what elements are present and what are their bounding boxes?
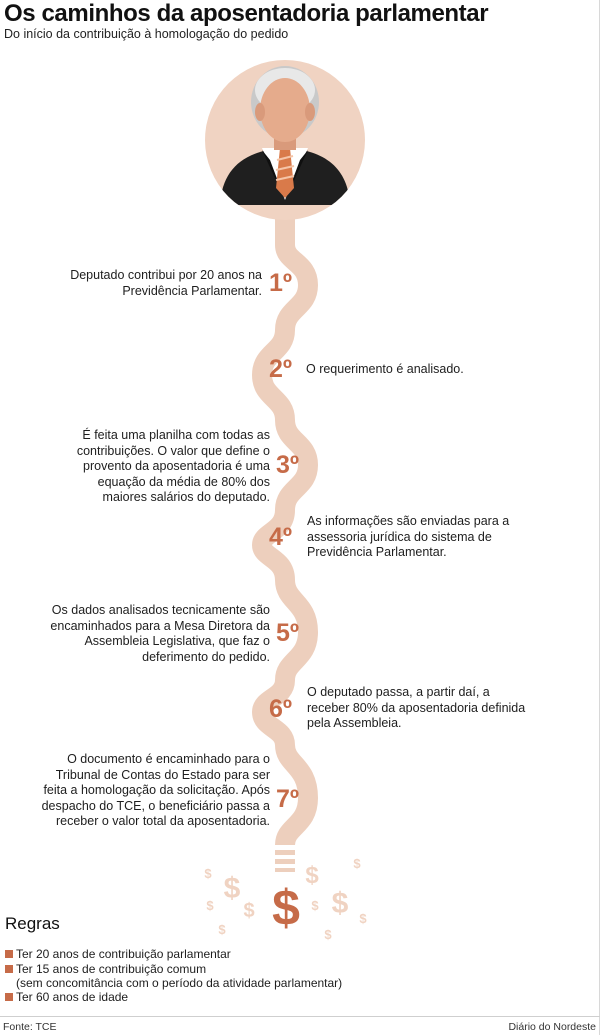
rule-item: [5, 947, 231, 961]
bullet-square-icon: [5, 993, 13, 1001]
svg-text:$: $: [206, 898, 214, 913]
rule-text: Ter 60 anos de idade: [16, 990, 129, 1004]
step-number-1: 1º: [269, 269, 293, 297]
step-text-4: As informações são enviadas para a assessoria jurídica do sistema de Previdência Parlamentar.: [307, 514, 510, 559]
svg-text:$: $: [324, 927, 332, 942]
svg-text:$: $: [243, 900, 255, 922]
source-credit: Fonte: TCE: [3, 1021, 57, 1033]
step-number-5: 5º: [276, 619, 300, 647]
step-text-5: Os dados analisados tecnicamente são encaminhados para a Mesa Diretora da Assembleia Legislativa, que faz o deferimento do pedido.: [50, 603, 270, 664]
page-subtitle: Do início da contribuição à homologação do pedido: [4, 27, 289, 41]
step-number-2: 2º: [269, 355, 293, 383]
rule-item: [5, 990, 128, 1004]
svg-text:$: $: [311, 898, 319, 913]
svg-text:$: $: [359, 911, 367, 926]
svg-text:$: $: [218, 922, 226, 937]
step-number-7: 7º: [276, 785, 300, 813]
bullet-square-icon: [5, 950, 13, 958]
svg-text:$: $: [353, 856, 361, 871]
rule-text: Ter 20 anos de contribuição parlamentar: [16, 947, 231, 961]
svg-text:$: $: [223, 872, 241, 905]
rule-item: [5, 962, 342, 990]
rule-note: (sem concomitância com o período da atividade parlamentar): [16, 976, 343, 990]
bullet-square-icon: [5, 965, 13, 973]
page-title: Os caminhos da aposentadoria parlamentar: [4, 0, 489, 27]
step-text-2: O requerimento é analisado.: [306, 362, 464, 376]
rule-text: Ter 15 anos de contribuição comum: [16, 962, 207, 976]
footer-divider: [0, 1016, 600, 1017]
publication-name: Diário do Nordeste: [508, 1021, 596, 1033]
svg-text:$: $: [305, 862, 319, 889]
step-text-3: É feita uma planilha com todas as contribuições. O valor que define o provento da aposentadoria é uma equação da média de 80% dos maiores salários do deputado.: [76, 428, 270, 504]
step-number-6: 6º: [269, 695, 293, 723]
step-number-3: 3º: [276, 451, 300, 479]
path-dashes: [275, 850, 295, 872]
rules-title: Regras: [5, 914, 60, 933]
step-text-1: Deputado contribui por 20 anos na Previdência Parlamentar.: [70, 268, 262, 298]
step-text-7: O documento é encaminhado para o Tribunal de Contas do Estado para ser feita a homologação da solicitação. Após despacho do TCE, o beneficiário passa a receber o valor total da aposentadoria.: [41, 752, 270, 828]
svg-text:$: $: [272, 880, 300, 936]
svg-text:$: $: [331, 887, 349, 920]
step-number-4: 4º: [269, 523, 293, 551]
step-text-6: O deputado passa, a partir daí, a receber 80% da aposentadoria definida pela Assembleia.: [307, 685, 526, 730]
svg-text:$: $: [204, 866, 212, 881]
deputy-portrait-icon: [205, 60, 365, 220]
